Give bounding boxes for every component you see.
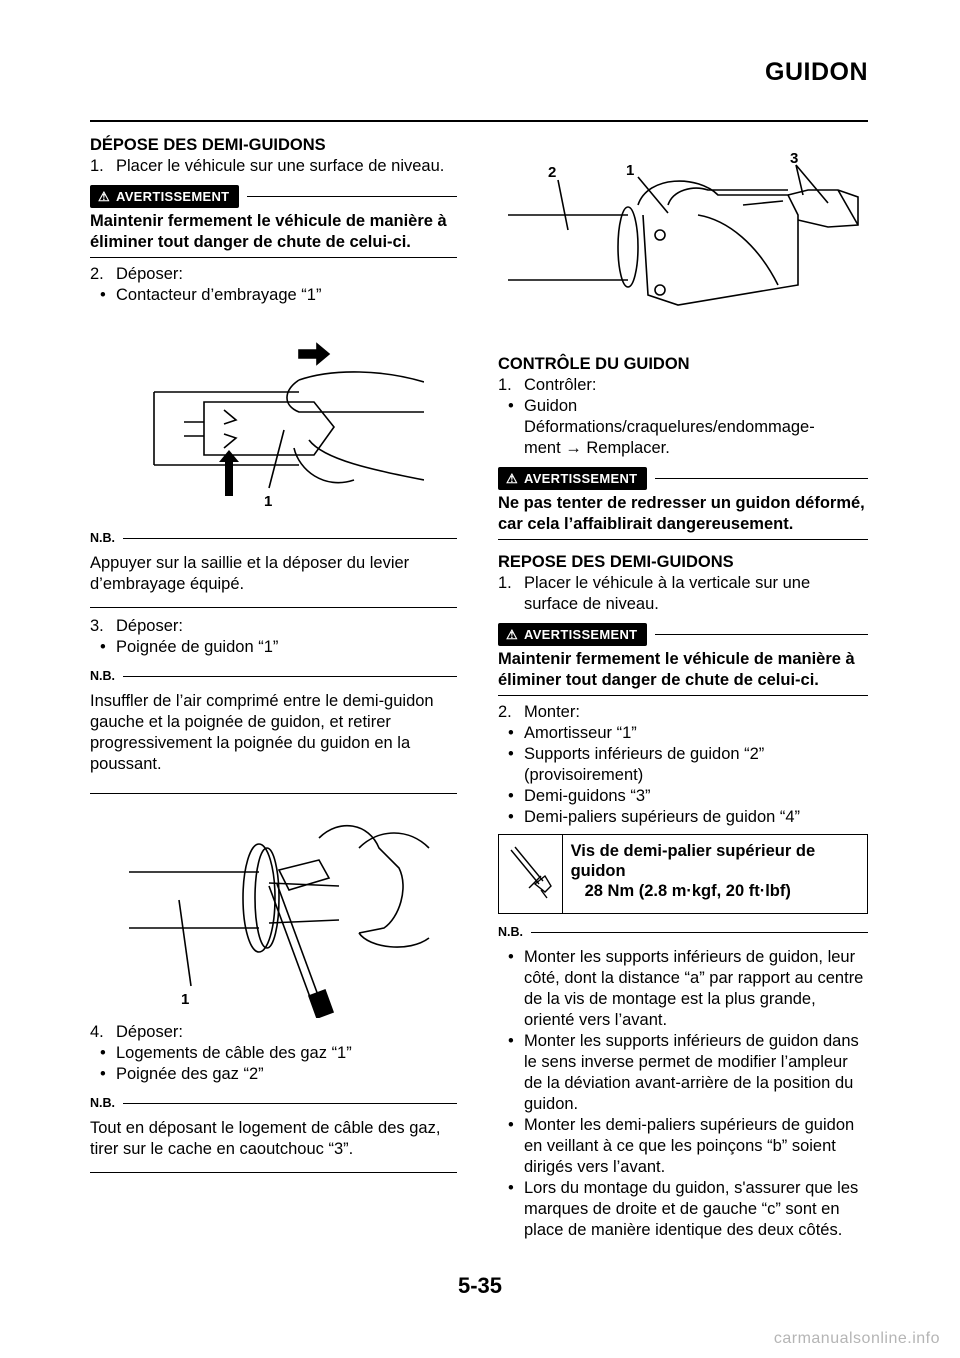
step-number: 2. [498, 703, 512, 721]
warning-label: AVERTISSEMENT [115, 189, 230, 204]
warning-label: AVERTISSEMENT [523, 471, 638, 486]
warning-text: Maintenir fermement le véhicule de manière à éliminer tout danger de chute de celui-ci. [90, 211, 457, 258]
watermark: carmanualsonline.info [773, 1330, 940, 1347]
step-1 [498, 375, 868, 396]
list-item: • Amortisseur “1” [498, 723, 868, 744]
fig2-callout-1: 1 [180, 991, 189, 1008]
list-item-detail: ment → Remplacer. [524, 439, 670, 457]
warning-text: Ne pas tenter de redresser un guidon déformé, car cela l’affaiblirait dangereusement. [498, 493, 868, 540]
step-3 [90, 616, 457, 637]
step-text: Contrôler: [524, 376, 597, 394]
torque-title: Vis de demi-palier supérieur de guidon [570, 842, 816, 880]
nb-header [90, 1093, 457, 1114]
step-number: 4. [90, 1023, 104, 1041]
fig1-callout-1: 1 [263, 493, 272, 510]
nb-header [90, 528, 457, 549]
list-item: • Monter les supports inférieurs de guidon, leur côté, dont la distance “a” par rapport au centre de la vis de montage est la plus grande, orienté vers l’avant. [498, 947, 868, 1031]
nb-header [90, 666, 457, 687]
step-text: Déposer: [116, 1023, 183, 1041]
step-1 [90, 156, 457, 177]
nb-label: N.B. [90, 1096, 115, 1110]
warning-badge [498, 623, 647, 646]
step-number: 1. [90, 157, 104, 175]
step-text: Déposer: [116, 617, 183, 635]
nb-label: N.B. [90, 669, 115, 683]
section-title-install: REPOSE DES DEMI-GUIDONS [498, 553, 734, 571]
list-item: • Lors du montage du guidon, s'assurer que les marques de droite et de gauche “c” sont en place de manière identique des deux côtés. [498, 1178, 868, 1241]
torque-spec [563, 835, 867, 913]
throttle-housing-illustration [498, 135, 868, 325]
header-rule [90, 120, 868, 122]
list-item: • Poignée de guidon “1” [90, 637, 457, 658]
fig3-callout-2: 2 [548, 164, 557, 181]
step-text: Monter: [524, 703, 580, 721]
nb-label: N.B. [498, 925, 523, 939]
warning-header [498, 467, 868, 490]
warning-label: AVERTISSEMENT [523, 627, 638, 642]
warning-badge [90, 185, 239, 208]
step-text: Placer le véhicule sur une surface de niveau. [116, 157, 445, 175]
left-column [90, 135, 457, 1173]
step-text: Déposer: [116, 265, 183, 283]
warning-rule [247, 196, 457, 197]
nb-text: Insuffler de l’air comprimé entre le demi-guidon gauche et la poignée de guidon, et retirer progressivement la poignée du guidon en la poussant. [90, 691, 457, 794]
clutch-switch-illustration [124, 330, 424, 520]
nb-rule [123, 1103, 457, 1104]
warning-icon: ⚠ [98, 189, 110, 204]
step-2 [90, 264, 457, 285]
section-title-removal: DÉPOSE DES DEMI-GUIDONS [90, 136, 326, 154]
warning-text: Maintenir fermement le véhicule de manière à éliminer tout danger de chute de celui-ci. [498, 649, 868, 696]
torque-wrench-icon [499, 835, 563, 913]
nb-header [498, 922, 868, 943]
warning-icon: ⚠ [506, 471, 518, 486]
list-item: • Supports inférieurs de guidon “2” (provisoirement) [498, 744, 868, 786]
warning-icon: ⚠ [506, 627, 518, 642]
list-item: • Guidon [498, 396, 868, 417]
list-item: • Monter les supports inférieurs de guidon dans le sens inverse permet de modifier l’ampleur de la déviation avant-arrière de la position du guidon. [498, 1031, 868, 1115]
list-item: • Demi-guidons “3” [498, 786, 868, 807]
warning-rule [655, 478, 868, 479]
step-number: 1. [498, 574, 512, 592]
page-number: 5-35 [457, 1273, 503, 1298]
warning-header [498, 623, 868, 646]
right-column [498, 135, 868, 1241]
step-2 [498, 702, 868, 723]
nb-text: Tout en déposant le logement de câble des gaz, tirer sur le cache en caoutchouc “3”. [90, 1118, 457, 1173]
section-title-check: CONTRÔLE DU GUIDON [498, 355, 690, 373]
list-item: • Logements de câble des gaz “1” [90, 1043, 457, 1064]
nb-rule [123, 676, 457, 677]
step-number: 2. [90, 265, 104, 283]
warning-rule [655, 634, 868, 635]
list-item: • Demi-paliers supérieurs de guidon “4” [498, 807, 868, 828]
warning-header [90, 185, 457, 208]
step-4 [90, 1022, 457, 1043]
grip-air-illustration [109, 808, 439, 1018]
nb-rule [123, 538, 457, 539]
list-item-detail: Déformations/craquelures/endommage- [524, 418, 815, 436]
step-1 [498, 573, 868, 615]
page-title: GUIDON [765, 58, 868, 86]
torque-spec-box [498, 834, 868, 914]
fig3-callout-1: 1 [626, 162, 635, 179]
warning-badge [498, 467, 647, 490]
list-item: • Poignée des gaz “2” [90, 1064, 457, 1085]
step-number: 3. [90, 617, 104, 635]
list-item: • Monter les demi-paliers supérieurs de guidon en veillant à ce que les poinçons “b” soient dirigés vers l’avant. [498, 1115, 868, 1178]
step-number: 1. [498, 376, 512, 394]
fig3-callout-3: 3 [790, 150, 799, 167]
step-text: Placer le véhicule à la verticale sur une surface de niveau. [524, 574, 811, 613]
torque-value: 28 Nm (2.8 m·kgf, 20 ft·lbf) [584, 882, 791, 900]
nb-label: N.B. [90, 531, 115, 545]
nb-rule [531, 932, 868, 933]
nb-text: Appuyer sur la saillie et la déposer du levier d’embrayage équipé. [90, 553, 457, 608]
list-item: • Contacteur d’embrayage “1” [90, 285, 457, 306]
